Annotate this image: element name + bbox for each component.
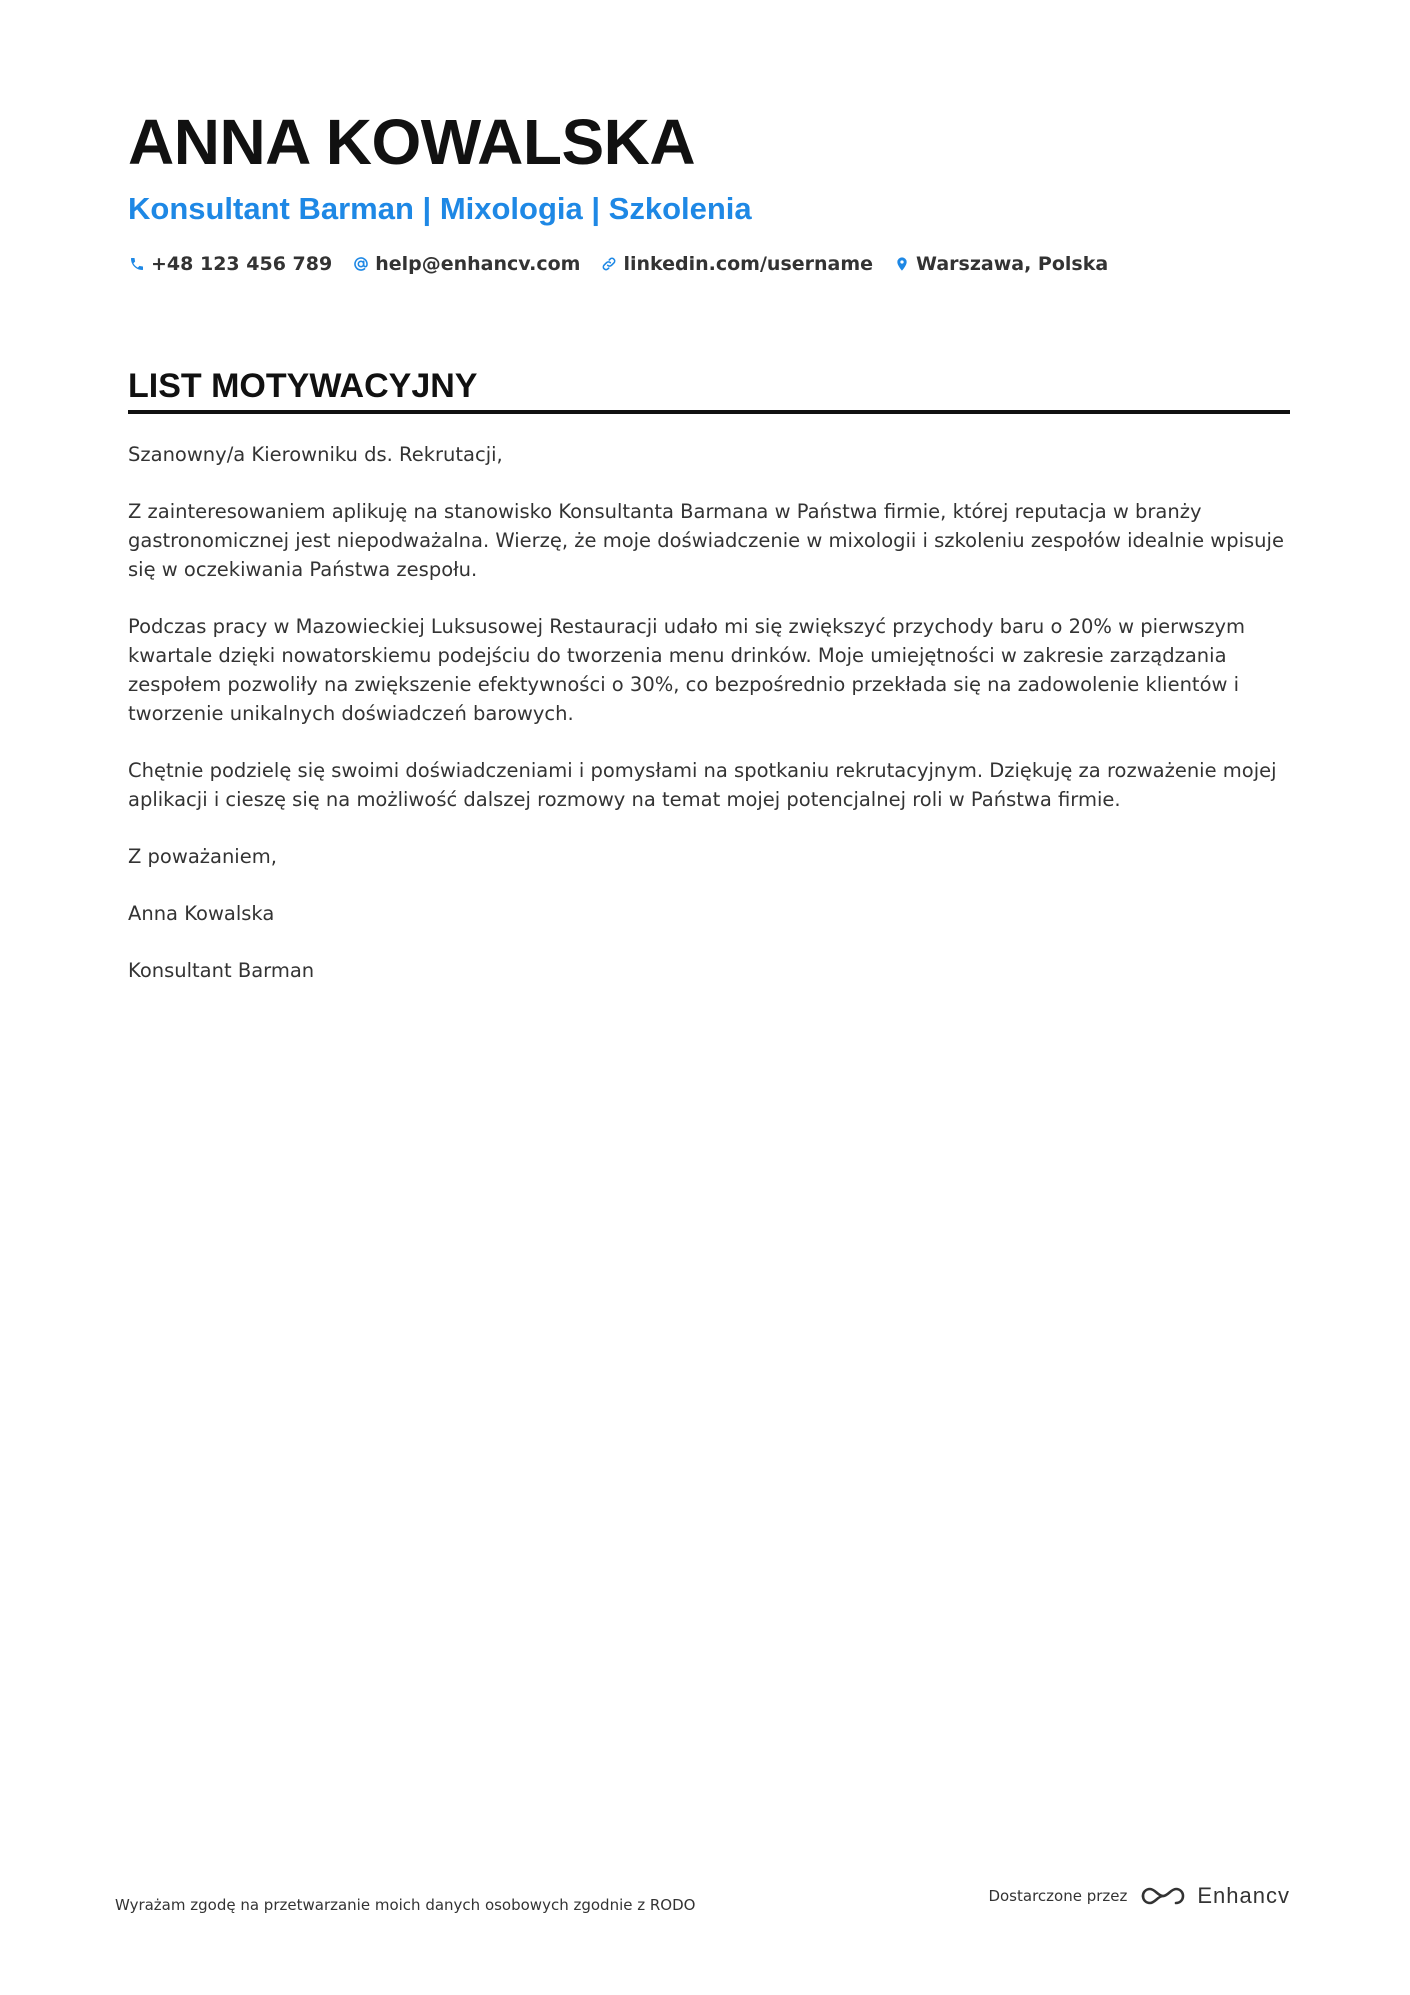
at-icon — [352, 255, 370, 273]
contact-location-text: Warszawa, Polska — [916, 253, 1109, 275]
footer-branding[interactable] — [988, 1883, 1290, 1909]
enhancv-logo-icon — [1139, 1883, 1187, 1909]
contact-email-text[interactable]: help@enhancv.com — [375, 253, 581, 275]
link-icon — [600, 255, 618, 273]
letter-paragraph: Chętnie podzielę się swoimi doświadczeniami i pomysłami na spotkaniu rekrutacyjnym. Dziękuję za rozważenie mojej aplikacji i cieszę się na możliwość dalszej rozmowy na temat mojej potencjalnej roli w Państwa firmie. — [128, 759, 1277, 811]
letter-closing: Z poważaniem, — [128, 845, 277, 868]
contact-linkedin[interactable] — [600, 253, 873, 275]
brand-name[interactable]: Enhancv — [1197, 1883, 1290, 1908]
letter-paragraph: Z zainteresowaniem aplikuję na stanowisko Konsultanta Barmana w Państwa firmie, której reputacja w branży gastronomicznej jest niepodważalna. Wierzę, że moje doświadczenie w mixologii i szkoleniu zespołów idealnie wpisuje się w oczekiwania Państwa zespołu. — [128, 500, 1284, 581]
phone-icon — [128, 255, 146, 273]
contact-location — [893, 253, 1108, 275]
provided-by-label: Dostarczone przez — [988, 1887, 1128, 1905]
gdpr-consent: Wyrażam zgodę na przetwarzanie moich danych osobowych zgodnie z RODO — [115, 1896, 696, 1914]
letter-body — [128, 440, 1290, 1013]
letter-paragraph: Podczas pracy w Mazowieckiej Luksusowej Restauracji udało mi się zwiększyć przychody baru o 20% w pierwszym kwartale dzięki nowatorskiemu podejściu do tworzenia menu drinków. Moje umiejętności w zakresie zarządzania zespołem pozwoliły na zwiększenie efektywności o 30%, co bezpośrednio przekłada się na zadowolenie klientów i tworzenie unikalnych doświadczeń barowych. — [128, 615, 1245, 725]
candidate-name: ANNA KOWALSKA — [128, 106, 696, 178]
letter-greeting: Szanowny/a Kierowniku ds. Rekrutacji, — [128, 443, 503, 466]
location-pin-icon — [893, 255, 911, 273]
section-title: LIST MOTYWACYJNY — [128, 367, 478, 405]
contact-phone-text: +48 123 456 789 — [151, 253, 333, 275]
contact-linkedin-text[interactable]: linkedin.com/username — [623, 253, 874, 275]
candidate-headline: Konsultant Barman | Mixologia | Szkolenia — [128, 191, 752, 226]
section-divider — [128, 410, 1290, 414]
contact-info — [128, 253, 1128, 275]
contact-phone — [128, 253, 332, 275]
contact-email[interactable] — [352, 253, 580, 275]
signature-name: Anna Kowalska — [128, 902, 275, 925]
signature-title: Konsultant Barman — [128, 959, 315, 982]
